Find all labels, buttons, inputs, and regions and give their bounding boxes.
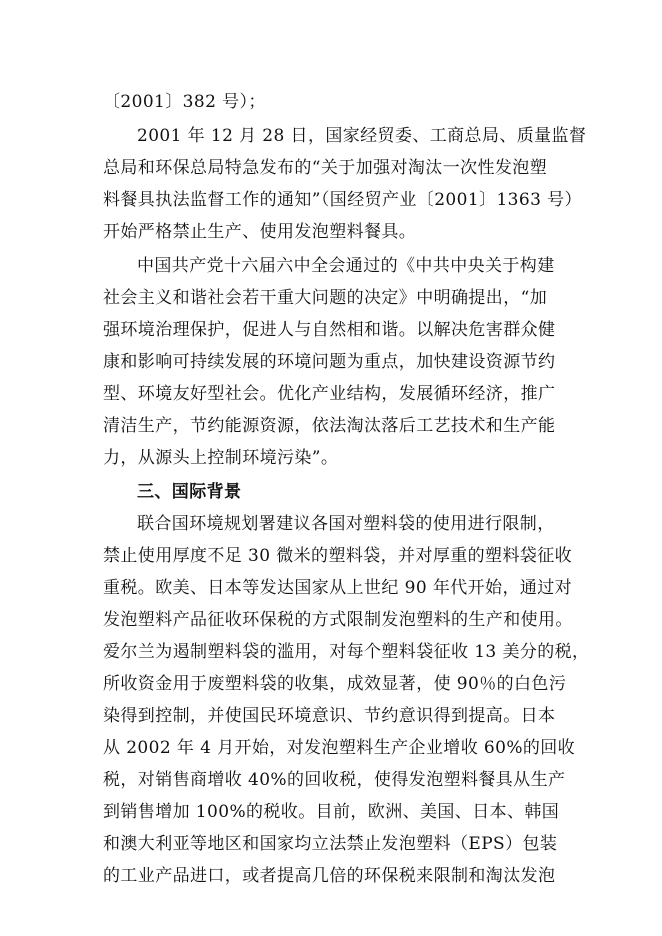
- text-line: 重税。欧美、日本等发达国家从上世纪 90 年代开始，通过对: [103, 578, 573, 598]
- text-line: 到销售增加 100%的税收。目前，欧洲、美国、日本、韩国: [103, 802, 560, 822]
- text-line: 禁止使用厚度不足 30 微米的塑料袋，并对厚重的塑料袋征收: [103, 546, 573, 566]
- text-line: 型、环境友好型社会。优化产业结构，发展循环经济，推广: [103, 384, 556, 404]
- paragraph-start-line: 联合国环境规划署建议各国对塑料袋的使用进行限制，: [137, 514, 555, 534]
- text-line: 康和影响可持续发展的环境问题为重点，加快建设资源节约: [103, 352, 556, 372]
- text-line: 税，对销售商增收 40%的回收税，使得发泡塑料餐具从生产: [103, 770, 566, 790]
- text-line: 开始严格禁止生产、使用发泡塑料餐具。: [103, 222, 417, 242]
- section-heading: 三、国际背景: [137, 482, 242, 502]
- text-line: 料餐具执法监督工作的通知”（国经贸产业〔2001〕1363 号）: [103, 190, 582, 210]
- text-line: 清洁生产，节约能源资源，依法淘汰落后工艺技术和生产能: [103, 416, 556, 436]
- text-line: 从 2002 年 4 月开始，对发泡塑料生产企业增收 60%的回收: [103, 738, 576, 758]
- text-line: 的工业产品进口，或者提高几倍的环保税来限制和淘汰发泡: [103, 866, 556, 886]
- paragraph-start-line: 中国共产党十六届六中全会通过的《中共中央关于构建: [137, 256, 555, 276]
- text-line: 力，从源头上控制环境污染”。: [103, 448, 339, 468]
- paragraph-start-line: 2001 年 12 月 28 日，国家经贸委、工商总局、质量监督: [137, 126, 587, 146]
- text-line: 爱尔兰为遏制塑料袋的滥用，对每个塑料袋征收 13 美分的税，: [103, 642, 590, 662]
- text-line: 社会主义和谐社会若干重大问题的决定》中明确提出，“加: [103, 288, 548, 308]
- text-line: 〔2001〕382 号）；: [103, 92, 266, 112]
- text-line: 总局和环保总局特急发布的“关于加强对淘汰一次性发泡塑: [103, 158, 548, 178]
- text-line: 和澳大利亚等地区和国家均立法禁止发泡塑料（EPS）包装: [103, 834, 558, 854]
- text-line: 染得到控制，并使国民环境意识、节约意识得到提高。日本: [103, 706, 556, 726]
- text-line: 发泡塑料产品征收环保税的方式限制发泡塑料的生产和使用。: [103, 610, 573, 630]
- text-line: 强环境治理保护，促进人与自然相和谐。以解决危害群众健: [103, 320, 556, 340]
- text-line: 所收资金用于废塑料袋的收集，成效显著，使 90％的白色污: [103, 674, 567, 694]
